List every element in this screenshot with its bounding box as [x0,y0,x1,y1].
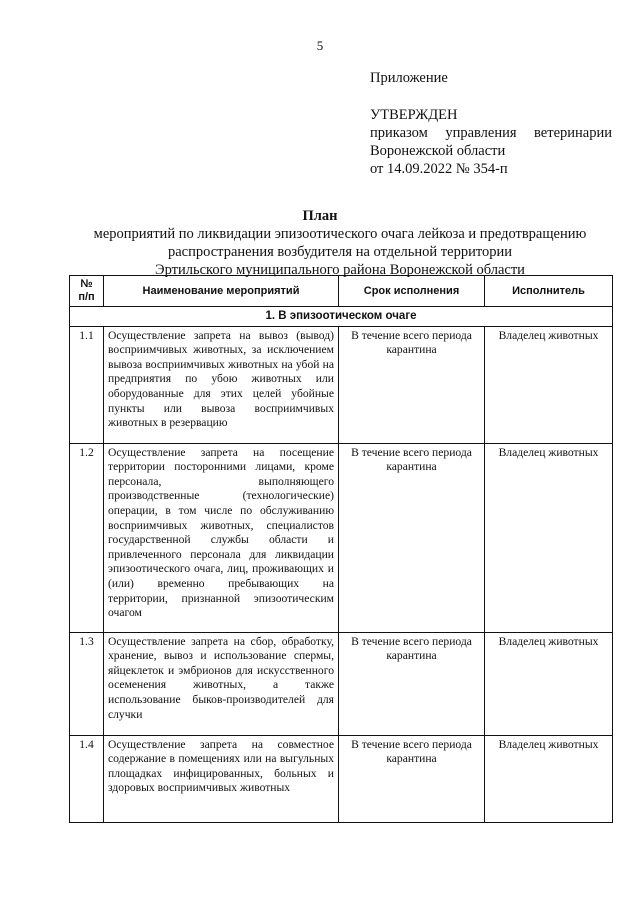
plan-title: План [302,208,338,224]
plan-subtitle-line-1: мероприятий по ликвидации эпизоотического очага лейкоза и предотвращению [93,226,587,242]
annex-label: Приложение [370,70,448,86]
measures-table [69,275,613,823]
row-executor: Владелец животных [485,326,613,443]
approval-block [370,69,612,178]
plan-subtitle [70,225,610,279]
header-term: Срок исполнения [339,276,485,307]
plan-subtitle-line-2: распространения возбудителя на отдельной территории [168,244,512,260]
header-num-line-2: п/п [78,291,95,303]
page-number: 5 [316,38,324,53]
header-num [70,276,104,307]
order-line-2: Воронежской области [370,143,506,159]
table-row [70,443,613,632]
row-num: 1.1 [70,326,104,443]
row-executor: Владелец животных [485,443,613,632]
table-header-row [70,276,613,307]
header-executor: Исполнитель [485,276,613,307]
order-line-3: от 14.09.2022 № 354-п [370,161,508,177]
header-num-line-1: № [80,278,93,290]
row-executor: Владелец животных [485,632,613,735]
row-name: Осуществление запрета на сбор, обработку, хранение, вывоз и использование спермы, яйцеклеток и эмбрионов для искусственного осеменения животных, а также использование быков-производителей для случки [104,632,339,735]
row-name: Осуществление запрета на посещение территории посторонними лицами, кроме персонала, выполняющего производственные (технологические) операции, в том числе по обслуживанию восприимчивых животных, специалистов государственной службы области и привлеченного персонала для ликвидации эпизоотического очага, лиц, проживающих и (или) временно пребывающих на территории, признанной эпизоотическим очагом [104,443,339,632]
row-term: В течение всего периода карантина [339,632,485,735]
table-row [70,632,613,735]
row-term: В течение всего периода карантина [339,443,485,632]
header-name: Наименование мероприятий [104,276,339,307]
section-title: 1. В эпизоотическом очаге [70,307,613,327]
row-num: 1.4 [70,735,104,822]
row-term: В течение всего периода карантина [339,735,485,822]
row-term: В течение всего периода карантина [339,326,485,443]
table-row [70,326,613,443]
table-row [70,735,613,822]
row-name: Осуществление запрета на вывоз (вывод) восприимчивых животных, за исключением вывоза восприимчивых животных на убой на предприятия по убою животных или оборудованные для этих целей убойные пункты или вывоза восприимчивых животных в резервацию [104,326,339,443]
section-row [70,307,613,327]
order-line-1: приказом управления ветеринарии [370,125,612,141]
plan-subtitle-line-3: Эртильского муниципального района Воронежской области [155,262,525,278]
row-name: Осуществление запрета на совместное содержание в помещениях или на выгульных площадках инфицированных, больных и здоровых восприимчивых животных [104,735,339,822]
row-executor: Владелец животных [485,735,613,822]
approved-label: УТВЕРЖДЕН [370,107,458,123]
row-num: 1.2 [70,443,104,632]
row-num: 1.3 [70,632,104,735]
